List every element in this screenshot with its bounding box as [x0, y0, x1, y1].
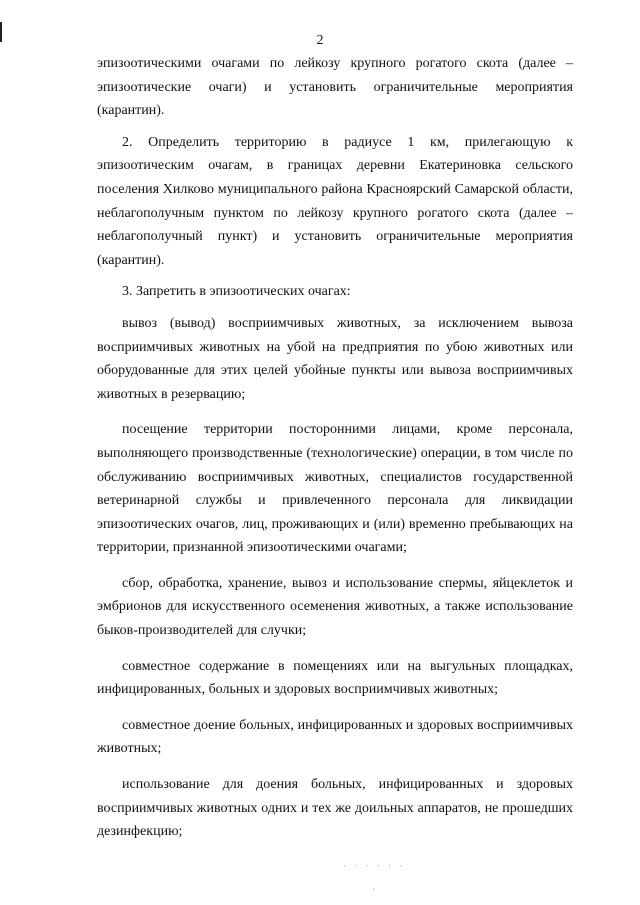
paragraph-prohibition-visits: посещение территории посторонними лицами, кроме персонала, выполняющего производственные (технологические) операции, в том числе по обслуживанию восприимчивых животных, специалистов государственной ветеринарной службы и привлеченного персонала для ликвидации эпизоотических очагов, лиц, проживающих и (или) временно пребывающих на территории, признанной эпизоотическими очагами; [97, 422, 573, 556]
paragraph-prohibition-milking-machines: использование для доения больных, инфицированных и здоровых восприимчивых животных одних и тех же доильных аппаратов, не прошедших дезинфекцию; [97, 777, 573, 840]
paragraph-prohibition-sperm: сбор, обработка, хранение, вывоз и использование спермы, яйцеклеток и эмбрионов для искусственного осеменения животных, а также использование быков-производителей для случки; [97, 575, 573, 639]
paragraph-prohibition-joint-milking: совместное доение больных, инфицированных и здоровых восприимчивых животных; [97, 717, 573, 757]
paragraph-prohibition-joint-keeping: совместное содержание в помещениях или на выгульных площадках, инфицированных, больных и здоровых восприимчивых животных; [97, 658, 573, 698]
scan-noise: · [372, 884, 378, 894]
document-body [97, 52, 573, 844]
scan-noise: · · · · · · [343, 861, 406, 871]
paragraph-item-3-heading: 3. Запретить в эпизоотических очагах: [122, 284, 351, 300]
page-number: 2 [316, 33, 324, 48]
paragraph-item-2: 2. Определить территорию в радиусе 1 км, прилегающую к эпизоотическим очагам, в границах деревни Екатериновка сельского поселения Хилково муниципального района Красноярский Самарской области, неблагополучным пунктом по лейкозу крупного рогатого скота (далее – неблагополучный пункт) и установить ограничительные мероприятия (карантин). [97, 134, 573, 268]
paragraph-prohibition-export: вывоз (вывод) восприимчивых животных, за исключением вывоза восприимчивых животных на убой на предприятия по убою животных или оборудованные для этих целей убойные пункты или вывоза восприимчивых животных в резервацию; [97, 315, 573, 402]
paragraph-continuation: эпизоотическими очагами по лейкозу крупного рогатого скота (далее – эпизоотические очаги) и установить ограничительные мероприятия (карантин). [97, 56, 573, 119]
